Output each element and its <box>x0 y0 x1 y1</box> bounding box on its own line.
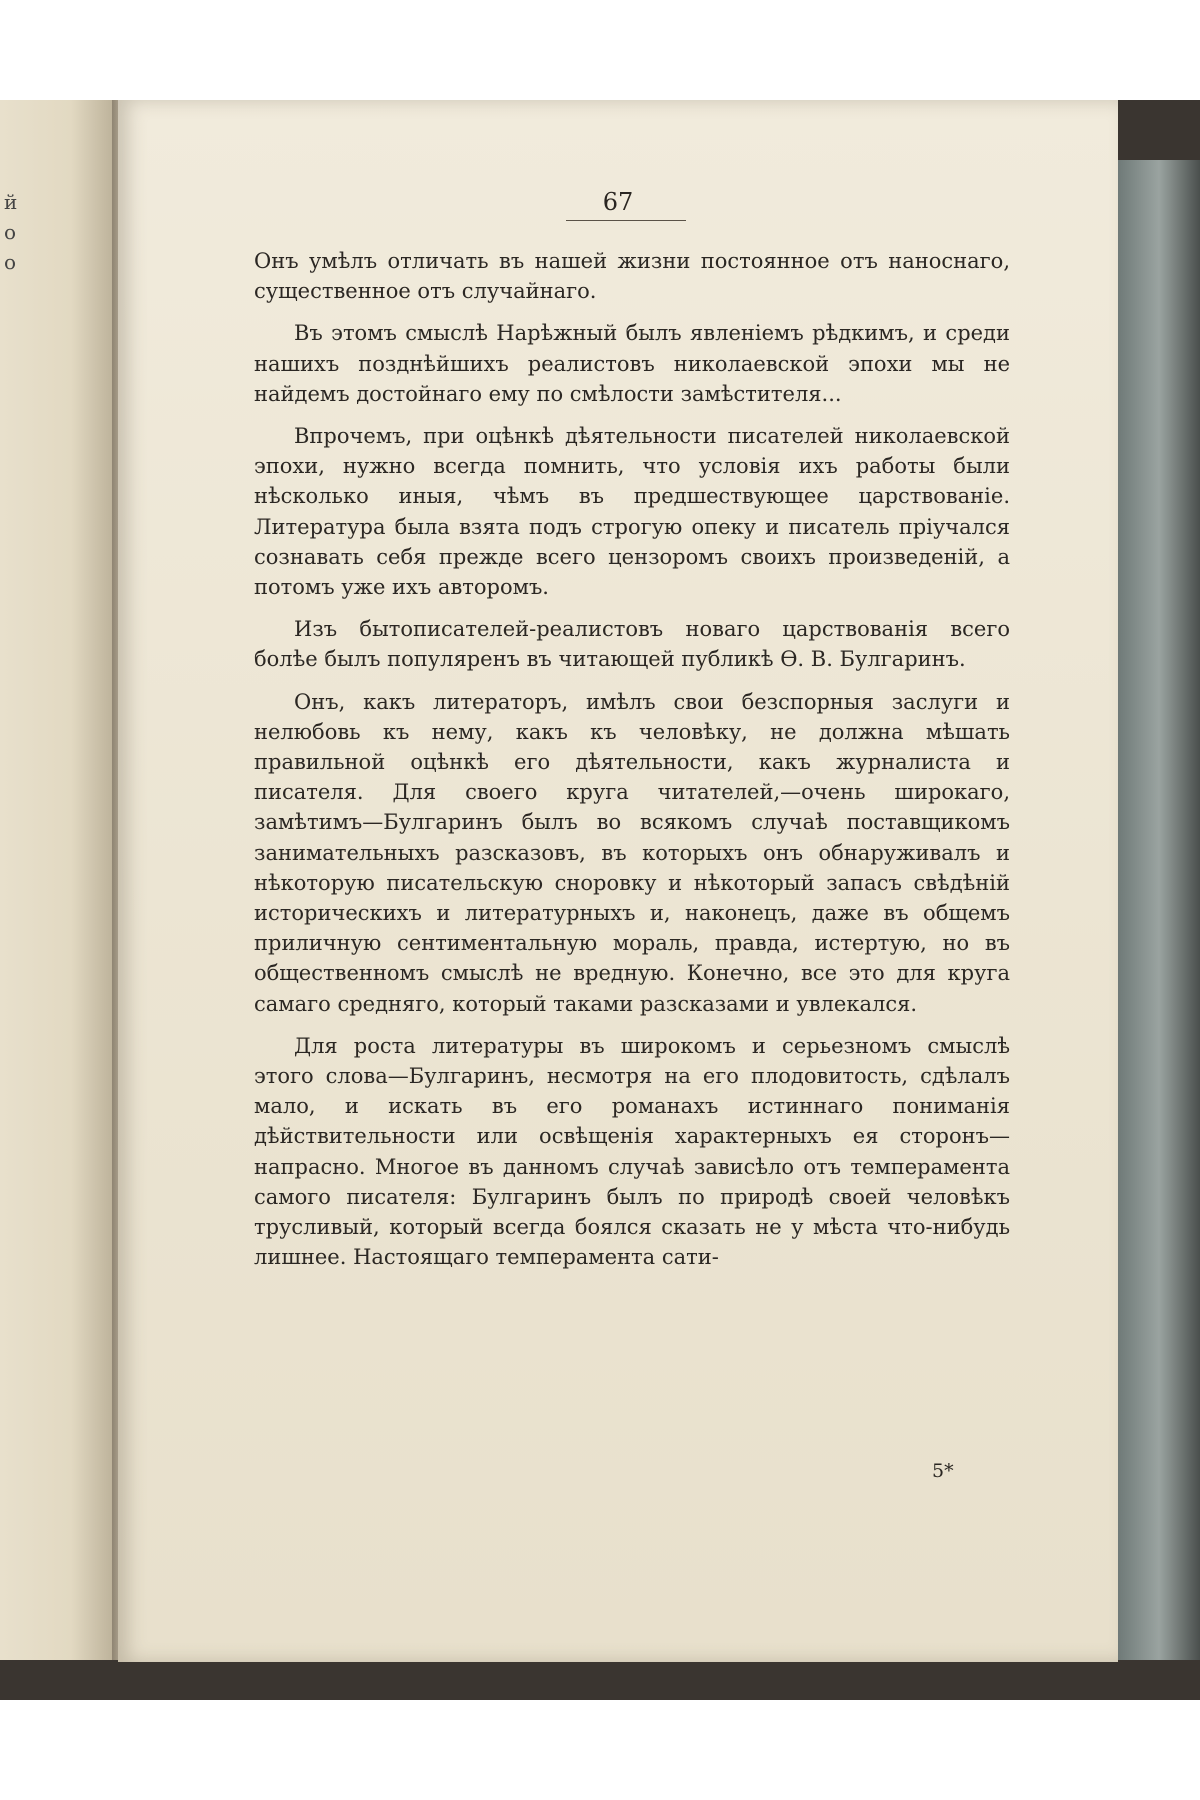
paragraph: Въ этомъ смыслѣ Нарѣжный былъ явленіемъ рѣдкимъ, и среди нашихъ позднѣйшихъ реалистовъ николаевской эпохи мы не найдемъ достойнаго ему по смѣлости замѣстителя... <box>254 321 1010 406</box>
left-page-edge-letter: о <box>4 220 17 244</box>
left-page-edge-letter: о <box>4 250 17 274</box>
page-number-rule <box>566 220 686 221</box>
paragraph: Впрочемъ, при оцѣнкѣ дѣятельности писателей николаевской эпохи, нужно всегда помнить, что условія ихъ работы были нѣсколько иныя, чѣмъ въ предшествующее царствованіе. Литература была взята подъ строгую опеку и писатель пріучался сознавать себя прежде всего цензоромъ своихъ произведеній, а потомъ уже ихъ авторомъ. <box>254 424 1010 600</box>
page-number: 67 <box>602 188 634 216</box>
paragraph: Онъ, какъ литераторъ, имѣлъ свои безспорныя заслуги и нелюбовь къ нему, какъ къ человѣку, не должна мѣшать правильной оцѣнкѣ его дѣятельности, какъ журналиста и писателя. Для своего круга читателей,—очень широкаго, замѣтимъ—Булгаринъ былъ во всякомъ случаѣ поставщикомъ занимательныхъ разсказовъ, въ которыхъ онъ обнаруживалъ и нѣкоторую писательскую сноровку и нѣкоторый запасъ свѣдѣній историческихъ и литературныхъ и, наконецъ, даже въ общемъ приличную сентиментальную мораль, правда, истертую, но въ общественномъ смыслѣ не вредную. Конечно, все это для круга самаго средняго, который таками разсказами и увлекался. <box>254 689 1010 1016</box>
printer-signature: 5* <box>932 1460 954 1482</box>
paragraph: Онъ умѣлъ отличать въ нашей жизни постоянное отъ наноснаго, существенное отъ случайнаго. <box>254 249 1010 304</box>
book-photo <box>0 100 1200 1700</box>
left-page-edge-letter: й <box>4 190 18 214</box>
paragraph: Для роста литературы въ широкомъ и серьезномъ смыслѣ этого слова—Булгаринъ, несмотря на его плодовитость, сдѣлалъ мало, и искать въ его романахъ истиннаго пониманія дѣйствительности или освѣщенія характерныхъ ея сторонъ—напрасно. Многое въ данномъ случаѣ зависѣло отъ темперамента самого писателя: Булгаринъ былъ по природѣ своей человѣкъ трусливый, который всегда боялся сказать не у мѣста что-нибудь лишнее. Настоящаго темперамента сати- <box>254 1033 1010 1270</box>
book-cover-edge <box>1118 160 1200 1660</box>
document-page <box>118 100 1118 1662</box>
body-text <box>254 246 1010 1285</box>
paragraph: Изъ бытописателей-реалистовъ новаго царствованія всего болѣе былъ популяренъ въ читающей публикѣ Ѳ. В. Булгаринъ. <box>254 617 1010 672</box>
left-page <box>0 100 118 1660</box>
